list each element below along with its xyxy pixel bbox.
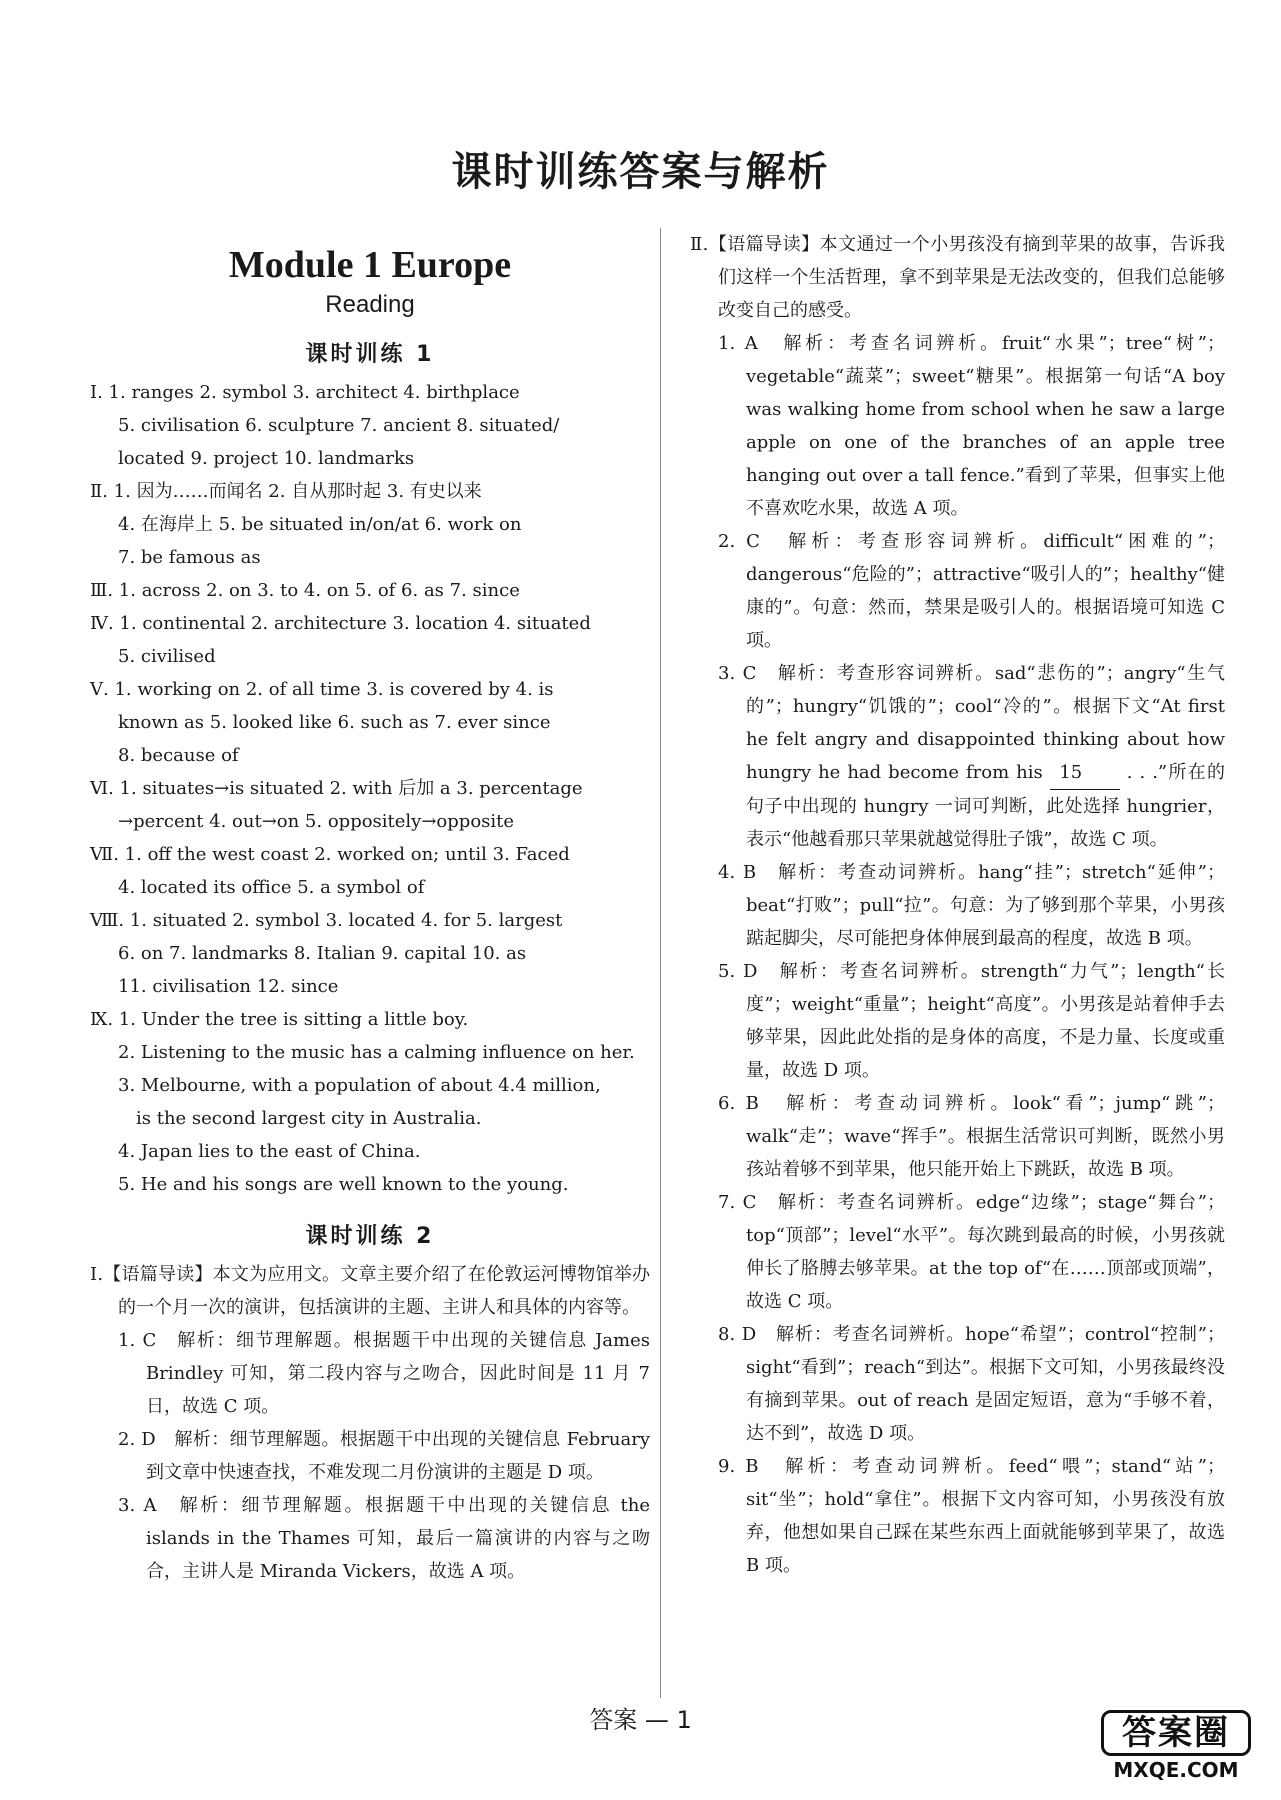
answer-line: Ⅷ. 1. situated 2. symbol 3. located 4. for 5. largest	[90, 910, 563, 931]
answer-line: 4. 在海岸上 5. be situated in/on/at 6. work on	[118, 514, 522, 535]
watermark-logo	[1101, 1710, 1251, 1780]
section-2-intro: Ⅱ.【语篇导读】本文通过一个小男孩没有摘到苹果的故事，告诉我们这样一个生活哲理，拿不到苹果是无法改变的，但我们总能够改变自己的感受。	[690, 234, 1225, 321]
lesson-2-item-3: 3. A 解析：细节理解题。根据题干中出现的关键信息 the islands in the Thames 可知，最后一篇演讲的内容与之吻合，主讲人是 Miranda Vickers，故选 A 项。	[118, 1495, 650, 1582]
section-2-item-5: 5. D 解析：考查名词辨析。strength“力气”；length“长度”；weight“重量”；height“高度”。小男孩是站着伸手去够苹果，因此此处指的是身体的高度，不是力量、长度或重量，故选 D 项。	[718, 961, 1225, 1081]
answer-line: →percent 4. out→on 5. oppositely→opposite	[118, 811, 515, 832]
module-title: Module 1 Europe	[228, 244, 512, 286]
section-2-item-8: 8. D 解析：考查名词辨析。hope“希望”；control“控制”；sight“看到”；reach“到达”。根据下文可知，小男孩最终没有摘到苹果。out of reach 是固定短语，意为“手够不着，达不到”，故选 D 项。	[718, 1324, 1225, 1444]
answer-line: Ⅱ. 1. 因为……而闻名 2. 自从那时起 3. 有史以来	[90, 481, 482, 502]
answer-line: known as 5. looked like 6. such as 7. ever since	[118, 712, 551, 733]
section-2-item-6: 6. B 解析：考查动词辨析。look“看”；jump“跳”；walk“走”；wave“挥手”。根据生活常识可判断，既然小男孩站着够不到苹果，他只能开始上下跳跃，故选 B 项。	[718, 1093, 1225, 1180]
answer-line: Ⅴ. 1. working on 2. of all time 3. is covered by 4. is	[90, 679, 554, 700]
page-footer: 答案 — 1	[589, 1706, 692, 1734]
answer-line: Ⅶ. 1. off the west coast 2. worked on; until 3. Faced	[90, 844, 570, 865]
blank-15: 15	[1050, 756, 1120, 790]
section-2-item-9: 9. B 解析：考查动词辨析。feed“喂”；stand“站”；sit“坐”；hold“拿住”。根据下文内容可知，小男孩没有放弃，他想如果自己踩在某些东西上面就能够到苹果了，故选 B 项。	[718, 1456, 1225, 1576]
left-column	[90, 228, 650, 1588]
answer-line: Ⅳ. 1. continental 2. architecture 3. location 4. situated	[90, 613, 591, 634]
section-2-item-1: 1. A 解析：考查名词辨析。fruit“水果”；tree“树”；vegetable“蔬菜”；sweet“糖果”。根据第一句话“A boy was walking home from school when he saw a large apple on one of the branches of an apple tree hanging out over a tall fence.”看到了苹果，但事实上他不喜欢吃水果，故选 A 项。	[718, 333, 1225, 519]
section-2-item-4: 4. B 解析：考查动词辨析。hang“挂”；stretch“延伸”；beat“打败”；pull“拉”。句意：为了够到那个苹果，小男孩踮起脚尖，尽可能把身体伸展到最高的程度，故选 B 项。	[718, 862, 1225, 949]
lesson-2-item-1: 1. C 解析：细节理解题。根据题干中出现的关键信息 James Brindley 可知，第二段内容与之吻合，因此时间是 11 月 7 日，故选 C 项。	[118, 1330, 650, 1417]
section-2-item-3-tail: . . .”所在的句子中出现的 hungry 一词可判断，此处选择 hungrier，表示“他越看那只苹果就越觉得肚子饿”，故选 C 项。	[746, 762, 1225, 850]
section-subtitle: Reading	[325, 291, 415, 318]
answer-line: 11. civilisation 12. since	[118, 976, 339, 997]
answer-line: Ⅰ. 1. ranges 2. symbol 3. architect 4. birthplace	[90, 382, 520, 403]
answer-line: Ⅸ. 1. Under the tree is sitting a little boy.	[90, 1009, 469, 1030]
right-column	[690, 228, 1225, 1582]
answer-line: Ⅵ. 1. situates→is situated 2. with 后加 a 3. percentage	[90, 778, 583, 799]
lesson-2-title: 课时训练 2	[305, 1224, 435, 1249]
lesson-1-answers	[90, 376, 650, 1201]
answer-line: 5. civilisation 6. sculpture 7. ancient 8. situated/	[118, 415, 560, 436]
section-2-item-3	[690, 657, 1225, 856]
page-title: 课时训练答案与解析	[451, 149, 830, 195]
answer-line: Ⅲ. 1. across 2. on 3. to 4. on 5. of 6. as 7. since	[90, 580, 520, 601]
watermark-logo-text: 答案圈	[1101, 1710, 1251, 1756]
answer-line: 4. Japan lies to the east of China.	[118, 1141, 421, 1162]
answer-line: 2. Listening to the music has a calming influence on her.	[118, 1042, 635, 1063]
section-2-item-7: 7. C 解析：考查名词辨析。edge“边缘”；stage“舞台”；top“顶部”；level“水平”。每次跳到最高的时候，小男孩就伸长了胳膊去够苹果。at the top of“在……顶部或顶端”，故选 C 项。	[718, 1192, 1225, 1312]
section-2-item-2: 2. C 解析：考查形容词辨析。difficult“困难的”；dangerous“危险的”；attractive“吸引人的”；healthy“健康的”。句意：然而，禁果是吸引人的。根据语境可知选 C 项。	[718, 531, 1225, 651]
answer-line: 3. Melbourne, with a population of about 4.4 million,	[118, 1075, 601, 1096]
answer-line: 5. He and his songs are well known to the young.	[118, 1174, 569, 1195]
answer-line: 8. because of	[118, 745, 239, 766]
lesson-1-title: 课时训练 1	[305, 342, 435, 367]
section-2-item-3-text: 3. C 解析：考查形容词辨析。sad“悲伤的”；angry“生气的”；hungry“饥饿的”；cool“冷的”。根据下文“At first he felt angry and disappointed thinking about how hungry he had become from his	[718, 663, 1225, 783]
answer-line: 6. on 7. landmarks 8. Italian 9. capital 10. as	[118, 943, 527, 964]
answer-line: is the second largest city in Australia.	[136, 1108, 482, 1129]
answer-line: located 9. project 10. landmarks	[118, 448, 415, 469]
column-divider	[660, 228, 661, 1698]
lesson-2-intro: Ⅰ.【语篇导读】本文为应用文。文章主要介绍了在伦敦运河博物馆举办的一个月一次的演讲，包括演讲的主题、主讲人和具体的内容等。	[90, 1264, 650, 1318]
answer-line: 4. located its office 5. a symbol of	[118, 877, 425, 898]
lesson-2-item-2: 2. D 解析：细节理解题。根据题干中出现的关键信息 February 到文章中快速查找，不难发现二月份演讲的主题是 D 项。	[118, 1429, 650, 1483]
answer-line: 7. be famous as	[118, 547, 261, 568]
watermark-url: MXQE.COM	[1113, 1758, 1239, 1782]
answer-line: 5. civilised	[118, 646, 216, 667]
